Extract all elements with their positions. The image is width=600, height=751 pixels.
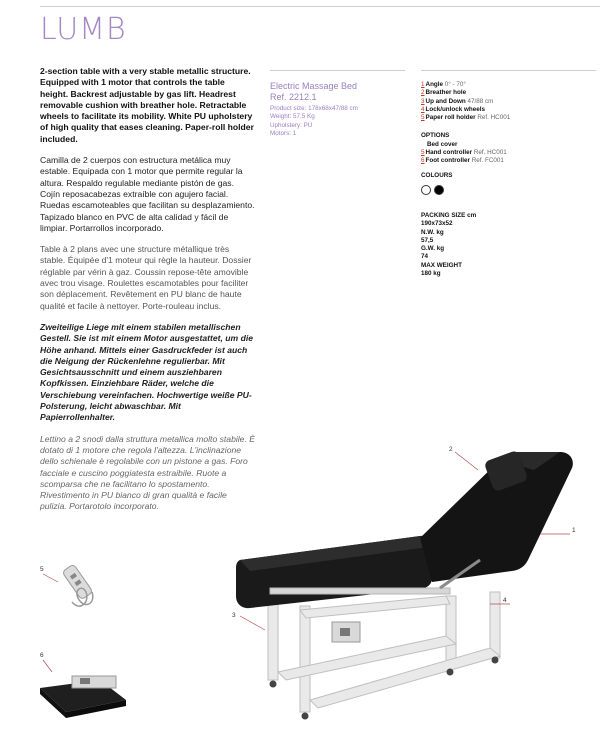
- feature-item: 4Lock/unlock wheels: [421, 105, 486, 113]
- gw-value: 74: [421, 253, 429, 261]
- nw-label: N.W. kg: [421, 228, 444, 236]
- options-header: OPTIONS: [421, 132, 450, 140]
- description-de: Zweiteilige Liege mit einem stabilen metallischen Gestell. Sie ist mit einem Motor ausgestattet, um die Höhe anhand. Mittels einer Gasdruckfeder ist auch die Neigung der Rückenlehne regulierbar. Mit Gesichtsausschnitt und einem ausziehbaren Kopfkissen. Einziehbare Räder, welche die Verschiebung vereinfachen. Hochwertige weiße PU-Polsterung, leicht abwaschbar. Mit Papierrollenhalter.: [40, 321, 253, 423]
- feature-item: 2Breather hole: [421, 89, 467, 97]
- description-en: 2-section table with a very stable metallic structure. Equipped with 1 motor that controls the table height. Backrest adjustable by gas lift. Headrest removable cushion with breather hole. Retractable wheels to facilitate its mobility. White PU upholstery of high quality that eases cleaning. Paper-roll holder included.: [40, 66, 254, 144]
- feature-item: 3Up and Down 47/88 cm: [421, 97, 494, 105]
- callout-6: 6: [40, 652, 44, 659]
- colours-header: COLOURS: [421, 171, 453, 179]
- packing-header: PACKING SIZE cm: [421, 211, 477, 219]
- option-bed-cover: Bed cover: [427, 140, 458, 148]
- gw-label: G.W. kg: [421, 245, 445, 253]
- nw-value: 57,5: [421, 236, 434, 244]
- callout-3: 3: [232, 612, 236, 619]
- feature-item: 1Angle 0° - 70°: [421, 81, 466, 88]
- spec-upholstery: Upholstery: PU: [270, 121, 313, 129]
- description-fr: Table à 2 plans avec une structure métallique très stable. Équipée d'1 moteur qui règle la hauteur. Dossier réglable par vérin à gaz. Coussin repose-tête amovible avec trou visage. Roulettes escamotables pour faciliter son déplacement. Revêtement en PU blanc de haute qualité et facile à nettoyer. Porte-rouleau inclus.: [40, 244, 252, 311]
- max-weight-label: MAX WEIGHT: [421, 261, 462, 269]
- description-es: Camilla de 2 cuerpos con estructura metálica muy estable. Equipada con 1 motor que permite regular la altura. Respaldo regulable mediante pistón de gas. Cojín reposacabezas extraíble con agujero facial. Ruedas escamoteables que facilitan su desplazamiento. Tapizado blanco en PVC de alta calidad y fácil de limpiar. Portarrollos incorporado.: [40, 155, 255, 233]
- feature-item: 5Paper roll holder Ref. HC001: [421, 114, 511, 122]
- callout-4: 4: [503, 597, 507, 604]
- option-item: 6Foot controller Ref. FC001: [421, 157, 504, 165]
- product-name: Electric Massage Bed: [270, 81, 358, 91]
- packing-size: 190x73x52: [421, 220, 453, 228]
- max-weight-value: 180 kg: [421, 270, 441, 278]
- spec-weight: Weight: 57,5 Kg: [270, 113, 315, 121]
- spec-motors: Motors: 1: [270, 129, 297, 137]
- option-item: 5Hand controller Ref. HC001: [421, 149, 507, 157]
- callout-1: 1: [572, 527, 576, 534]
- callout-2: 2: [449, 446, 453, 453]
- product-ref: Ref. 2212.1: [270, 92, 317, 102]
- page-title: LUMB: [40, 12, 127, 47]
- description-it: Lettino a 2 snodi dalla struttura metallica molto stabile. È dotato di 1 motore che regola l'altezza. L'inclinazione dello schienale è regolabile con un pistone a gas. Foro facciale e cuscino poggiatesta estraibile. Ruote a scomparsa che ne facilitano lo spostamento. Rivestimento in PU bianco di gran qualità e facile pulizia. Portarotolo incorporato.: [40, 433, 255, 512]
- callout-5: 5: [40, 566, 44, 573]
- spec-size: Product size: 178x68x47/88 cm: [270, 105, 358, 112]
